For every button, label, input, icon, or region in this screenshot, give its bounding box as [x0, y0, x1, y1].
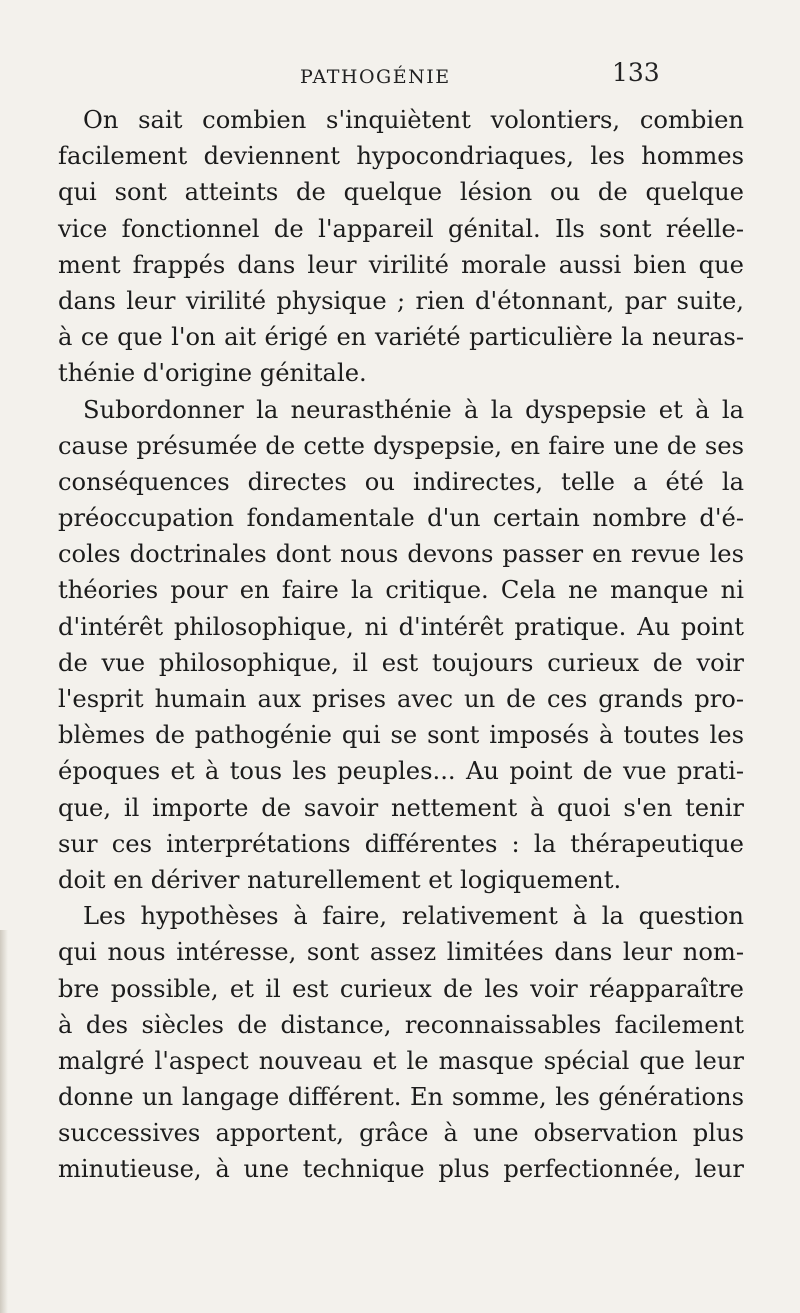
page-number: 133: [612, 58, 660, 87]
text-line: successives apportent, grâce à une observation plus: [58, 1119, 744, 1148]
body-text: [58, 102, 744, 1188]
text-line: à des siècles de distance, reconnaissables facilement: [58, 1010, 744, 1039]
text-line: l'esprit humain aux prises avec un de ces grands pro-: [58, 685, 744, 713]
text-line: donne un langage différent. En somme, les générations: [58, 1083, 744, 1112]
text-line: ment frappés dans leur virilité morale aussi bien que: [58, 250, 744, 279]
text-line: facilement deviennent hypocondriaques, les hommes: [58, 142, 744, 171]
text-line: à ce que l'on ait érigé en variété particulière la neuras-: [58, 323, 744, 352]
text-line: qui sont atteints de quelque lésion ou de quelque: [58, 178, 744, 207]
text-line: blèmes de pathogénie qui se sont imposés à toutes les: [58, 721, 744, 750]
text-line: Subordonner la neurasthénie à la dyspepsie et à la: [83, 395, 744, 424]
text-line: dans leur virilité physique ; rien d'étonnant, par suite,: [58, 286, 744, 315]
text-line: malgré l'aspect nouveau et le masque spécial que leur: [58, 1046, 744, 1075]
text-line: coles doctrinales dont nous devons passer en revue les: [58, 540, 744, 569]
text-line: théories pour en faire la critique. Cela ne manque ni: [58, 576, 744, 605]
running-title: PATHOGÉNIE: [300, 66, 451, 88]
text-line: de vue philosophique, il est toujours curieux de voir: [58, 648, 744, 677]
text-line: thénie d'origine génitale.: [58, 359, 367, 388]
text-line: que, il importe de savoir nettement à quoi s'en tenir: [58, 793, 744, 822]
text-line: d'intérêt philosophique, ni d'intérêt pratique. Au point: [58, 612, 744, 641]
text-line: conséquences directes ou indirectes, telle a été la: [58, 467, 744, 496]
text-line: doit en dériver naturellement et logiquement.: [58, 865, 622, 894]
text-line: vice fonctionnel de l'appareil génital. Ils sont réelle-: [58, 214, 744, 243]
page-header: [0, 54, 800, 94]
page-edge-shadow: [0, 930, 8, 1313]
text-line: préoccupation fondamentale d'un certain nombre d'é-: [58, 504, 744, 533]
text-line: Les hypothèses à faire, relativement à la question: [83, 902, 744, 931]
text-line: On sait combien s'inquiètent volontiers, combien: [83, 106, 744, 134]
text-line: minutieuse, à une technique plus perfectionnée, leur: [58, 1155, 744, 1184]
text-line: époques et à tous les peuples... Au point de vue prati-: [58, 757, 744, 786]
text-line: cause présumée de cette dyspepsie, en faire une de ses: [58, 431, 744, 460]
text-line: bre possible, et il est curieux de les voir réapparaître: [58, 974, 744, 1003]
text-line: sur ces interprétations différentes : la thérapeutique: [58, 829, 744, 858]
text-line: qui nous intéresse, sont assez limitées dans leur nom-: [58, 938, 744, 967]
